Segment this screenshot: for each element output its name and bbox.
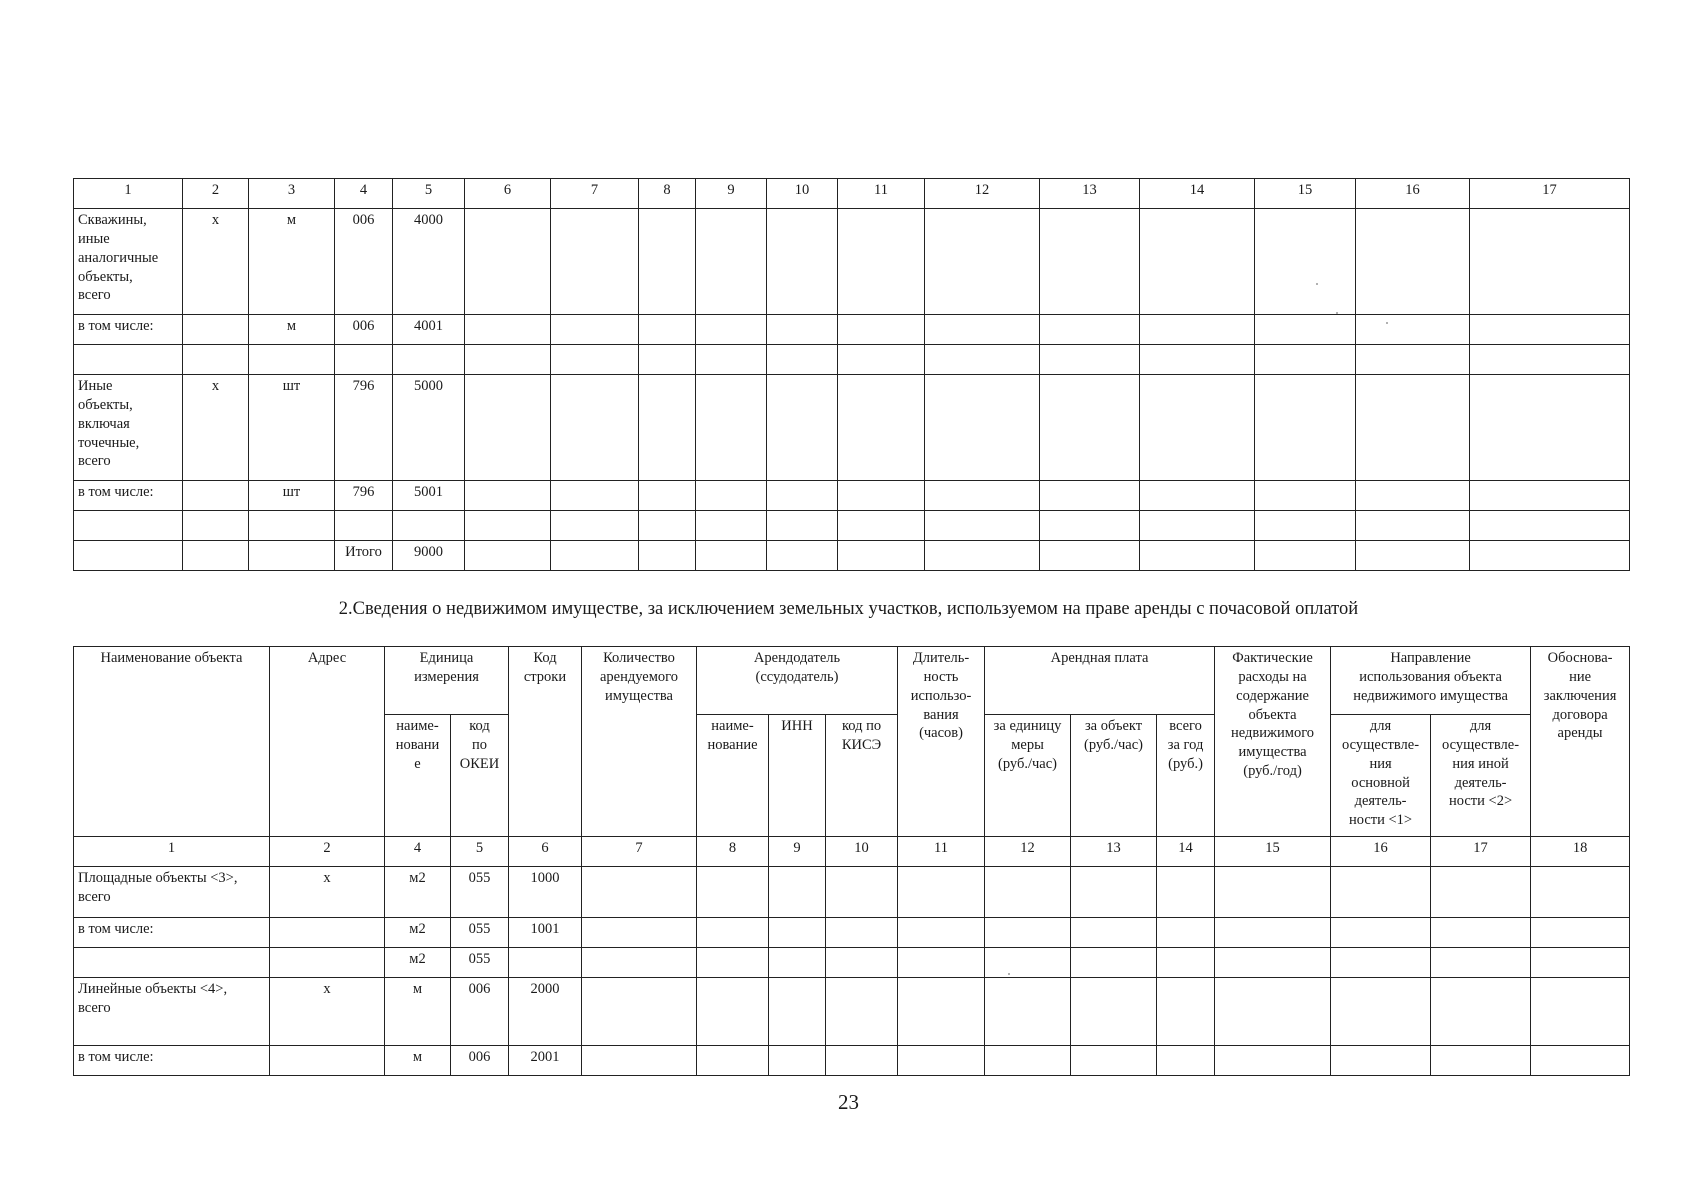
table-cell: м xyxy=(385,978,451,1046)
table-cell xyxy=(697,978,769,1046)
table-cell xyxy=(551,511,639,541)
header-unit-code: код по ОКЕИ xyxy=(451,715,509,837)
table-cell xyxy=(1470,375,1630,481)
table-cell: 006 xyxy=(335,315,393,345)
table-cell xyxy=(1331,918,1431,948)
header-duration: Длитель- ность использо- вания (часов) xyxy=(898,647,985,837)
table-cell xyxy=(1071,978,1157,1046)
table-row xyxy=(74,948,1630,978)
column-number-cell: 3 xyxy=(249,179,335,209)
table-cell xyxy=(465,481,551,511)
table-cell: 006 xyxy=(451,978,509,1046)
table-cell: в том числе: xyxy=(74,918,270,948)
table-cell xyxy=(767,541,838,571)
column-number-cell: 17 xyxy=(1470,179,1630,209)
header-direction-other: для осуществле- ния иной деятель- ности <2> xyxy=(1431,715,1531,837)
scan-speck xyxy=(1316,283,1318,285)
table-cell xyxy=(1215,867,1331,918)
table-cell: 2000 xyxy=(509,978,582,1046)
table-cell xyxy=(826,978,898,1046)
table-cell: х xyxy=(183,209,249,315)
header-lessor-inn: ИНН xyxy=(769,715,826,837)
table-cell xyxy=(551,481,639,511)
table-cell xyxy=(1157,918,1215,948)
table-cell xyxy=(1470,209,1630,315)
table-cell xyxy=(393,345,465,375)
table-row xyxy=(74,345,1630,375)
table-cell xyxy=(838,511,925,541)
table-cell xyxy=(1356,511,1470,541)
table-cell xyxy=(767,375,838,481)
table-cell xyxy=(551,541,639,571)
table-cell xyxy=(1071,918,1157,948)
header-row-1 xyxy=(74,647,1630,715)
table-cell xyxy=(838,481,925,511)
table-cell xyxy=(985,948,1071,978)
column-number-cell: 16 xyxy=(1356,179,1470,209)
header-quantity: Количество арендуемого имущества xyxy=(582,647,697,837)
column-number-cell: 1 xyxy=(74,179,183,209)
table-cell xyxy=(769,867,826,918)
column-number-cell: 18 xyxy=(1531,837,1630,867)
header-justification: Обоснова- ние заключения договора аренды xyxy=(1531,647,1630,837)
table-cell: 796 xyxy=(335,481,393,511)
column-number-cell: 8 xyxy=(639,179,696,209)
table-cell xyxy=(769,948,826,978)
table-cell xyxy=(925,375,1040,481)
table-cell xyxy=(767,315,838,345)
table-cell xyxy=(1040,345,1140,375)
table-cell xyxy=(985,978,1071,1046)
table-cell xyxy=(1331,867,1431,918)
column-number-cell: 15 xyxy=(1255,179,1356,209)
table-cell xyxy=(1157,867,1215,918)
table-cell: м2 xyxy=(385,867,451,918)
header-unit-name: наиме- новани е xyxy=(385,715,451,837)
table-cell xyxy=(551,315,639,345)
header-rent-year: всего за год (руб.) xyxy=(1157,715,1215,837)
header-unit: Единица измерения xyxy=(385,647,509,715)
table-cell xyxy=(639,315,696,345)
table-cell xyxy=(249,345,335,375)
table-cell xyxy=(697,918,769,948)
table-cell xyxy=(551,209,639,315)
table-cell: шт xyxy=(249,375,335,481)
column-number-cell: 12 xyxy=(925,179,1040,209)
table-cell xyxy=(639,541,696,571)
table-cell xyxy=(74,345,183,375)
table-cell xyxy=(74,948,270,978)
table-cell xyxy=(1040,511,1140,541)
header-name: Наименование объекта xyxy=(74,647,270,837)
table-cell: 9000 xyxy=(393,541,465,571)
table-cell xyxy=(838,209,925,315)
table-cell: м2 xyxy=(385,918,451,948)
table-cell: м xyxy=(249,209,335,315)
table-cell xyxy=(1215,948,1331,978)
table-cell xyxy=(1215,1046,1331,1076)
header-rent-unit: за единицу меры (руб./час) xyxy=(985,715,1071,837)
table-cell xyxy=(551,375,639,481)
scan-speck xyxy=(1336,312,1338,314)
table-cell xyxy=(767,209,838,315)
table-cell xyxy=(639,481,696,511)
table-cell xyxy=(898,867,985,918)
table-cell xyxy=(767,345,838,375)
table-cell xyxy=(1040,541,1140,571)
table-cell xyxy=(1356,315,1470,345)
table-cell xyxy=(639,345,696,375)
table-cell: 2001 xyxy=(509,1046,582,1076)
table-cell xyxy=(249,511,335,541)
table-row xyxy=(74,375,1630,481)
table-cell xyxy=(1140,541,1255,571)
column-number-cell: 12 xyxy=(985,837,1071,867)
column-number-cell: 6 xyxy=(509,837,582,867)
table-cell xyxy=(1531,867,1630,918)
table-cell xyxy=(925,511,1040,541)
table-cell: м2 xyxy=(385,948,451,978)
table-row xyxy=(74,209,1630,315)
column-number-cell: 2 xyxy=(183,179,249,209)
table-cell xyxy=(393,511,465,541)
table-cell xyxy=(826,918,898,948)
header-line-code: Код строки xyxy=(509,647,582,837)
table-cell xyxy=(925,315,1040,345)
table-cell: 5001 xyxy=(393,481,465,511)
table-cell xyxy=(1140,481,1255,511)
table-cell xyxy=(74,541,183,571)
table-cell xyxy=(465,345,551,375)
header-lessor: Арендодатель (ссудодатель) xyxy=(697,647,898,715)
table-cell xyxy=(1255,541,1356,571)
table-cell xyxy=(1040,315,1140,345)
table-cell: 006 xyxy=(335,209,393,315)
table-cell xyxy=(270,948,385,978)
table-cell xyxy=(582,1046,697,1076)
column-number-cell: 15 xyxy=(1215,837,1331,867)
table-cell xyxy=(985,1046,1071,1076)
table-cell xyxy=(335,511,393,541)
table-cell xyxy=(1071,867,1157,918)
table-cell: 796 xyxy=(335,375,393,481)
column-number-cell: 11 xyxy=(898,837,985,867)
column-number-cell: 17 xyxy=(1431,837,1531,867)
table-cell xyxy=(696,481,767,511)
table-cell xyxy=(697,867,769,918)
table-cell xyxy=(838,375,925,481)
table-row xyxy=(74,1046,1630,1076)
table-cell: Иные объекты, включая точечные, всего xyxy=(74,375,183,481)
table-cell xyxy=(1255,315,1356,345)
table-cell: м xyxy=(385,1046,451,1076)
table-cell xyxy=(1255,345,1356,375)
table-cell xyxy=(639,511,696,541)
table-cell xyxy=(696,541,767,571)
table-cell: 1001 xyxy=(509,918,582,948)
column-number-cell: 11 xyxy=(838,179,925,209)
table-cell xyxy=(696,315,767,345)
table-cell xyxy=(1356,375,1470,481)
table-cell: м xyxy=(249,315,335,345)
scan-speck xyxy=(1008,973,1010,975)
scan-speck xyxy=(1386,322,1388,324)
column-number-cell: 2 xyxy=(270,837,385,867)
table-cell xyxy=(826,1046,898,1076)
table-row xyxy=(74,511,1630,541)
table-row xyxy=(74,918,1630,948)
table-cell xyxy=(1470,315,1630,345)
section-title: 2.Сведения о недвижимом имуществе, за исключением земельных участков, используемом на праве аренды с почасовой оплатой xyxy=(338,599,1359,619)
table-cell: х xyxy=(183,375,249,481)
column-number-cell: 6 xyxy=(465,179,551,209)
table-cell: Линейные объекты <4>, всего xyxy=(74,978,270,1046)
column-number-cell: 9 xyxy=(769,837,826,867)
table-cell xyxy=(1531,918,1630,948)
table-cell xyxy=(697,1046,769,1076)
table-cell xyxy=(1140,209,1255,315)
table-cell xyxy=(1157,978,1215,1046)
table-cell: х xyxy=(270,867,385,918)
table-cell xyxy=(639,209,696,315)
table-cell xyxy=(985,918,1071,948)
table-cell xyxy=(183,511,249,541)
column-number-cell: 14 xyxy=(1157,837,1215,867)
table-cell xyxy=(696,375,767,481)
table-cell xyxy=(1431,978,1531,1046)
table-cell xyxy=(1040,209,1140,315)
column-number-cell: 8 xyxy=(697,837,769,867)
table-cell xyxy=(1431,918,1531,948)
table-cell xyxy=(74,511,183,541)
table-cell xyxy=(1331,978,1431,1046)
table-cell xyxy=(639,375,696,481)
table-cell xyxy=(696,345,767,375)
table-cell: 055 xyxy=(451,867,509,918)
table-cell xyxy=(1431,948,1531,978)
table-cell xyxy=(582,867,697,918)
table-cell xyxy=(898,978,985,1046)
table-cell xyxy=(1356,481,1470,511)
table-cell xyxy=(1356,541,1470,571)
table-cell xyxy=(1470,541,1630,571)
table-cell xyxy=(838,315,925,345)
table-cell: в том числе: xyxy=(74,315,183,345)
table-cell xyxy=(1215,918,1331,948)
table-cell xyxy=(1140,345,1255,375)
table-cell xyxy=(183,315,249,345)
table-cell xyxy=(767,481,838,511)
column-number-cell: 14 xyxy=(1140,179,1255,209)
table-cell xyxy=(249,541,335,571)
table-cell: в том числе: xyxy=(74,481,183,511)
table-cell xyxy=(465,209,551,315)
table-cell xyxy=(1255,511,1356,541)
table-cell xyxy=(1331,948,1431,978)
table-cell xyxy=(925,345,1040,375)
lease-hourly-table xyxy=(73,646,1630,1076)
column-number-cell: 16 xyxy=(1331,837,1431,867)
table-cell xyxy=(509,948,582,978)
table-cell xyxy=(183,345,249,375)
table-cell xyxy=(1470,345,1630,375)
table-cell xyxy=(1431,867,1531,918)
header-direction: Направление использования объекта недвижимого имущества xyxy=(1331,647,1531,715)
column-number-row xyxy=(74,179,1630,209)
table-cell xyxy=(826,948,898,978)
column-number-cell: 5 xyxy=(393,179,465,209)
header-actual-costs: Фактические расходы на содержание объекта недвижимого имущества (руб./год) xyxy=(1215,647,1331,837)
table-cell xyxy=(925,541,1040,571)
table-cell xyxy=(582,948,697,978)
header-rent-object: за объект (руб./час) xyxy=(1071,715,1157,837)
table-cell xyxy=(1071,948,1157,978)
table-cell xyxy=(1157,948,1215,978)
table-cell xyxy=(769,978,826,1046)
table-cell: х xyxy=(270,978,385,1046)
table-cell xyxy=(826,867,898,918)
table-cell: 055 xyxy=(451,948,509,978)
table-cell xyxy=(769,1046,826,1076)
table-continued xyxy=(73,178,1630,571)
column-number-row xyxy=(74,837,1630,867)
table-cell xyxy=(582,978,697,1046)
table-cell xyxy=(1157,1046,1215,1076)
table-cell xyxy=(1431,1046,1531,1076)
table-cell: 4001 xyxy=(393,315,465,345)
table-cell xyxy=(1140,315,1255,345)
column-number-cell: 7 xyxy=(582,837,697,867)
header-address: Адрес xyxy=(270,647,385,837)
table-cell: 5000 xyxy=(393,375,465,481)
table-cell xyxy=(898,918,985,948)
table-cell xyxy=(838,541,925,571)
table-cell: 006 xyxy=(451,1046,509,1076)
table-cell xyxy=(270,918,385,948)
table-cell xyxy=(551,345,639,375)
table-cell xyxy=(1071,1046,1157,1076)
table-cell xyxy=(838,345,925,375)
table-cell xyxy=(925,209,1040,315)
table-cell xyxy=(1255,481,1356,511)
column-number-cell: 13 xyxy=(1040,179,1140,209)
table-cell xyxy=(1356,209,1470,315)
table-cell xyxy=(183,541,249,571)
column-number-cell: 5 xyxy=(451,837,509,867)
table-cell: шт xyxy=(249,481,335,511)
column-number-cell: 13 xyxy=(1071,837,1157,867)
page-number: 23 xyxy=(838,1090,859,1114)
table-cell xyxy=(985,867,1071,918)
column-number-cell: 7 xyxy=(551,179,639,209)
table-cell xyxy=(1531,948,1630,978)
table-cell xyxy=(465,541,551,571)
table-cell xyxy=(183,481,249,511)
table-cell xyxy=(1040,481,1140,511)
table-cell xyxy=(1255,209,1356,315)
table-cell xyxy=(1470,481,1630,511)
table-cell xyxy=(1140,375,1255,481)
table-cell xyxy=(696,209,767,315)
table-cell xyxy=(696,511,767,541)
table-cell: в том числе: xyxy=(74,1046,270,1076)
table-cell xyxy=(465,511,551,541)
table-cell xyxy=(1531,1046,1630,1076)
table-row xyxy=(74,867,1630,918)
table-row xyxy=(74,978,1630,1046)
header-rent: Арендная плата xyxy=(985,647,1215,715)
table-cell xyxy=(1470,511,1630,541)
table-row xyxy=(74,541,1630,571)
table-cell xyxy=(1356,345,1470,375)
table-cell xyxy=(1531,978,1630,1046)
table-cell xyxy=(925,481,1040,511)
table-cell xyxy=(465,375,551,481)
table-cell xyxy=(898,948,985,978)
table-cell xyxy=(270,1046,385,1076)
table-cell xyxy=(1215,978,1331,1046)
header-lessor-name: наиме- нование xyxy=(697,715,769,837)
table-cell xyxy=(1255,375,1356,481)
column-number-cell: 10 xyxy=(767,179,838,209)
header-lessor-kise: код по КИСЭ xyxy=(826,715,898,837)
table-cell: 1000 xyxy=(509,867,582,918)
table-cell xyxy=(335,345,393,375)
column-number-cell: 1 xyxy=(74,837,270,867)
table-row xyxy=(74,315,1630,345)
table-cell: 055 xyxy=(451,918,509,948)
table-cell xyxy=(1331,1046,1431,1076)
column-number-cell: 4 xyxy=(335,179,393,209)
table-row xyxy=(74,481,1630,511)
column-number-cell: 10 xyxy=(826,837,898,867)
header-direction-main: для осуществле- ния основной деятель- ности <1> xyxy=(1331,715,1431,837)
table-cell xyxy=(769,918,826,948)
table-cell xyxy=(1040,375,1140,481)
column-number-cell: 4 xyxy=(385,837,451,867)
table-cell xyxy=(898,1046,985,1076)
table-cell xyxy=(697,948,769,978)
table-cell xyxy=(767,511,838,541)
table-cell xyxy=(465,315,551,345)
table-cell: Скважины, иные аналогичные объекты, всего xyxy=(74,209,183,315)
table-cell xyxy=(582,918,697,948)
table-cell xyxy=(1140,511,1255,541)
table-cell: Итого xyxy=(335,541,393,571)
table-cell: 4000 xyxy=(393,209,465,315)
column-number-cell: 9 xyxy=(696,179,767,209)
table-cell: Площадные объекты <3>, всего xyxy=(74,867,270,918)
